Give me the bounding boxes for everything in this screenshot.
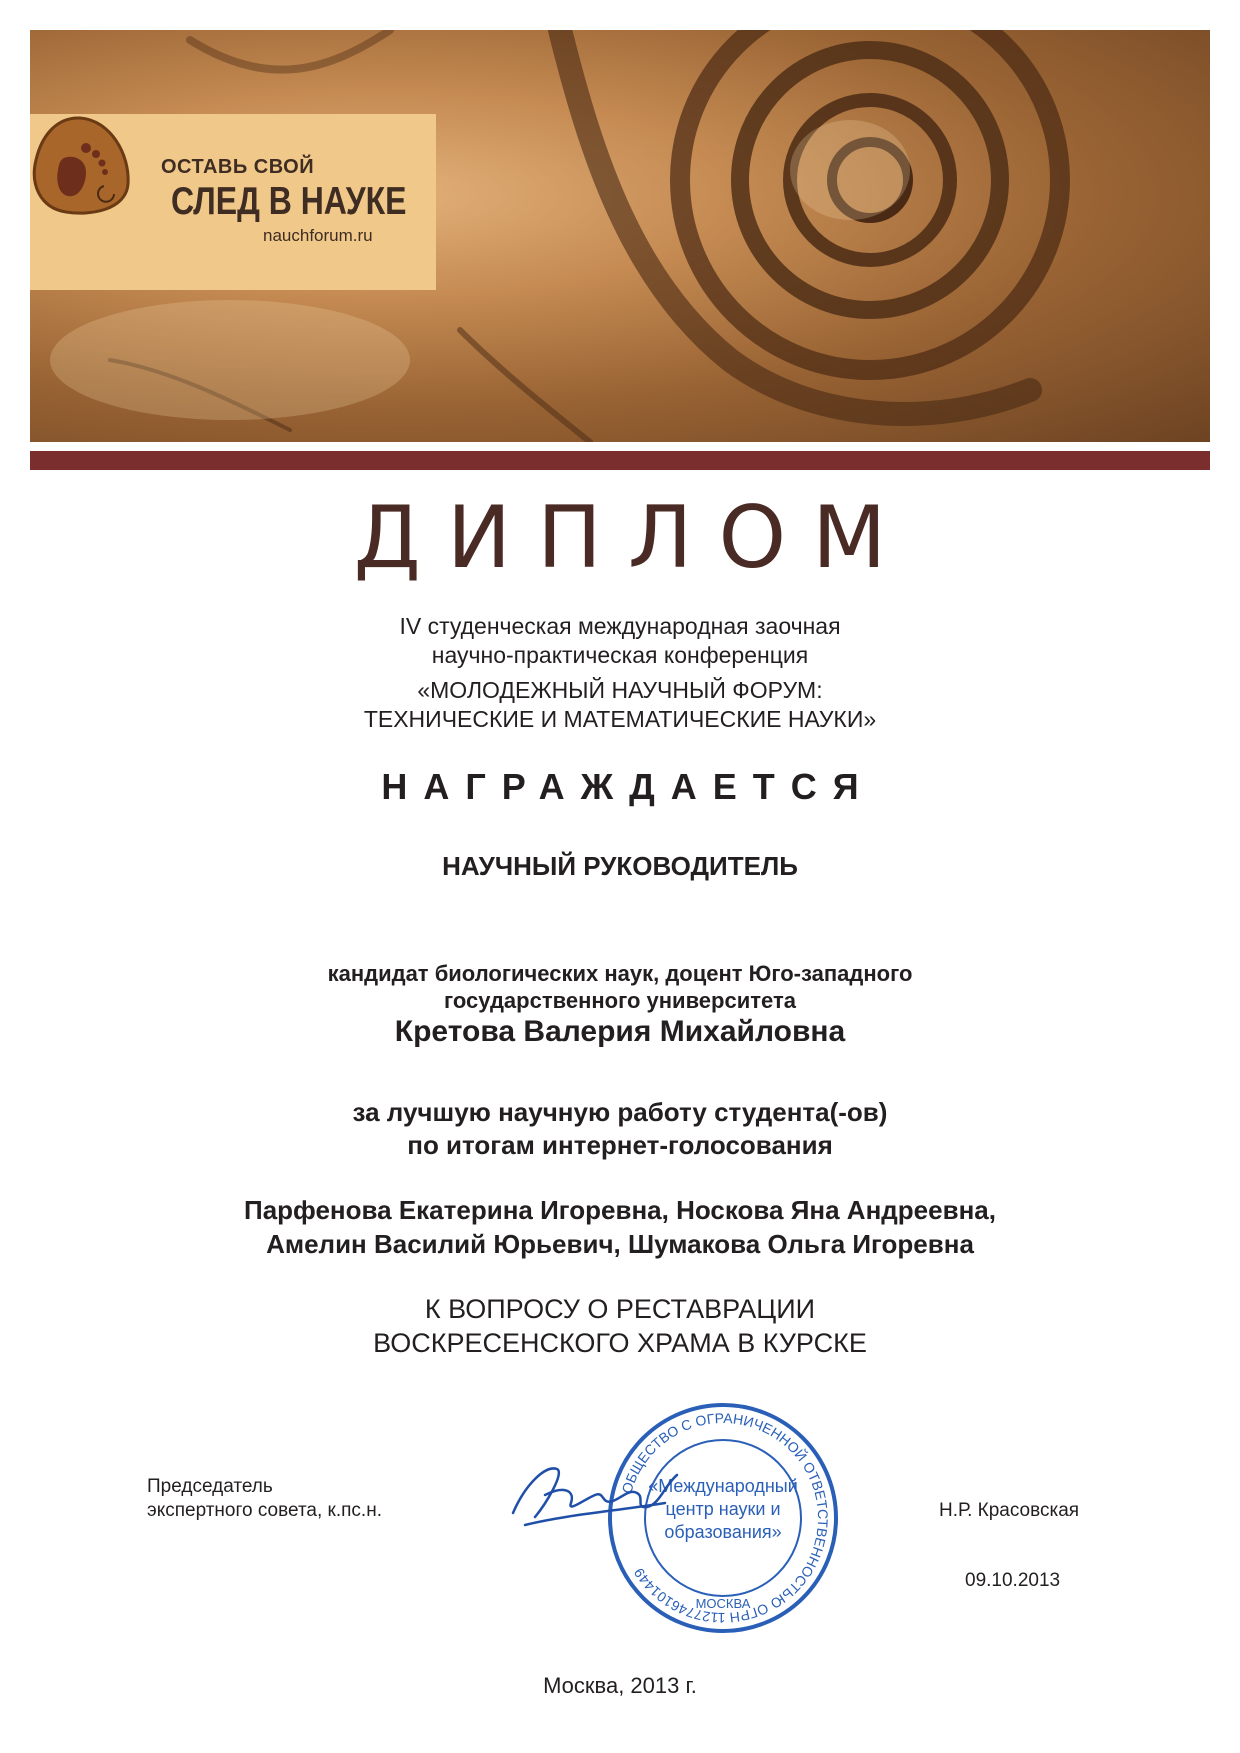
footprint-logo-icon [30,114,134,218]
chair-title-line-2: экспертного совета, к.пс.н. [147,1500,382,1521]
recipient-degree-line-2: государственного университета [444,988,796,1013]
stamp-org-line-3: образования» [664,1522,782,1542]
recipient-name: Кретова Валерия Михайловна [394,1015,846,1048]
header-divider-bar [30,451,1210,470]
footer-city-year: Москва, 2013 г. [543,1673,697,1698]
conference-name-line-1: «МОЛОДЕЖНЫЙ НАУЧНЫЙ ФОРУМ: [417,677,823,703]
signature-date: 09.10.2013 [965,1570,1061,1591]
conference-line-1: IV студенческая международная заочная [399,613,841,639]
stamp-ring-text: ОБЩЕСТВО С ОГРАНИЧЕННОЙ ОТВЕТСТВЕННОСТЬЮ ОГРН 1127746101449 [618,1409,832,1627]
stamp-city: МОСКВА [695,1596,751,1611]
logo-tagline: ОСТАВЬ СВОЙ [161,156,315,178]
work-topic-line-1: К ВОПРОСУ О РЕСТАВРАЦИИ [424,1294,816,1324]
work-topic-line-2: ВОСКРЕСЕНСКОГО ХРАМА В КУРСКЕ [373,1328,867,1358]
logo-panel [30,114,436,290]
signer-name: Н.Р. Красовская [939,1500,1080,1521]
chair-title-line-1: Председатель [147,1476,273,1497]
recipient-degree-line-1: кандидат биологических наук, доцент Юго-западного [327,961,913,986]
recipient-role: НАУЧНЫЙ РУКОВОДИТЕЛЬ [442,851,798,881]
students-line-2: Амелин Василий Юрьевич, Шумакова Ольга Игоревна [266,1229,974,1259]
logo-title: СЛЕД В НАУКЕ [171,180,407,223]
header-banner-image [30,30,1210,442]
handwritten-signature [505,1455,685,1535]
stamp-org-line-2: центр науки и [665,1499,781,1519]
award-reason-line-2: по итогам интернет-голосования [407,1130,833,1160]
stamp-org-line-1: «Международный [648,1476,798,1496]
conference-name-line-2: ТЕХНИЧЕСКИЕ И МАТЕМАТИЧЕСКИЕ НАУКИ» [363,706,877,732]
awarded-heading: НАГРАЖДАЕТСЯ [381,766,875,807]
diploma-title: ДИПЛОМ [353,488,913,588]
students-line-1: Парфенова Екатерина Игоревна, Носкова Яна Андреевна, [244,1195,996,1225]
logo-url: nauchforum.ru [263,226,373,245]
conference-line-2: научно-практическая конференция [431,642,809,668]
award-reason-line-1: за лучшую научную работу студента(-ов) [352,1097,888,1127]
